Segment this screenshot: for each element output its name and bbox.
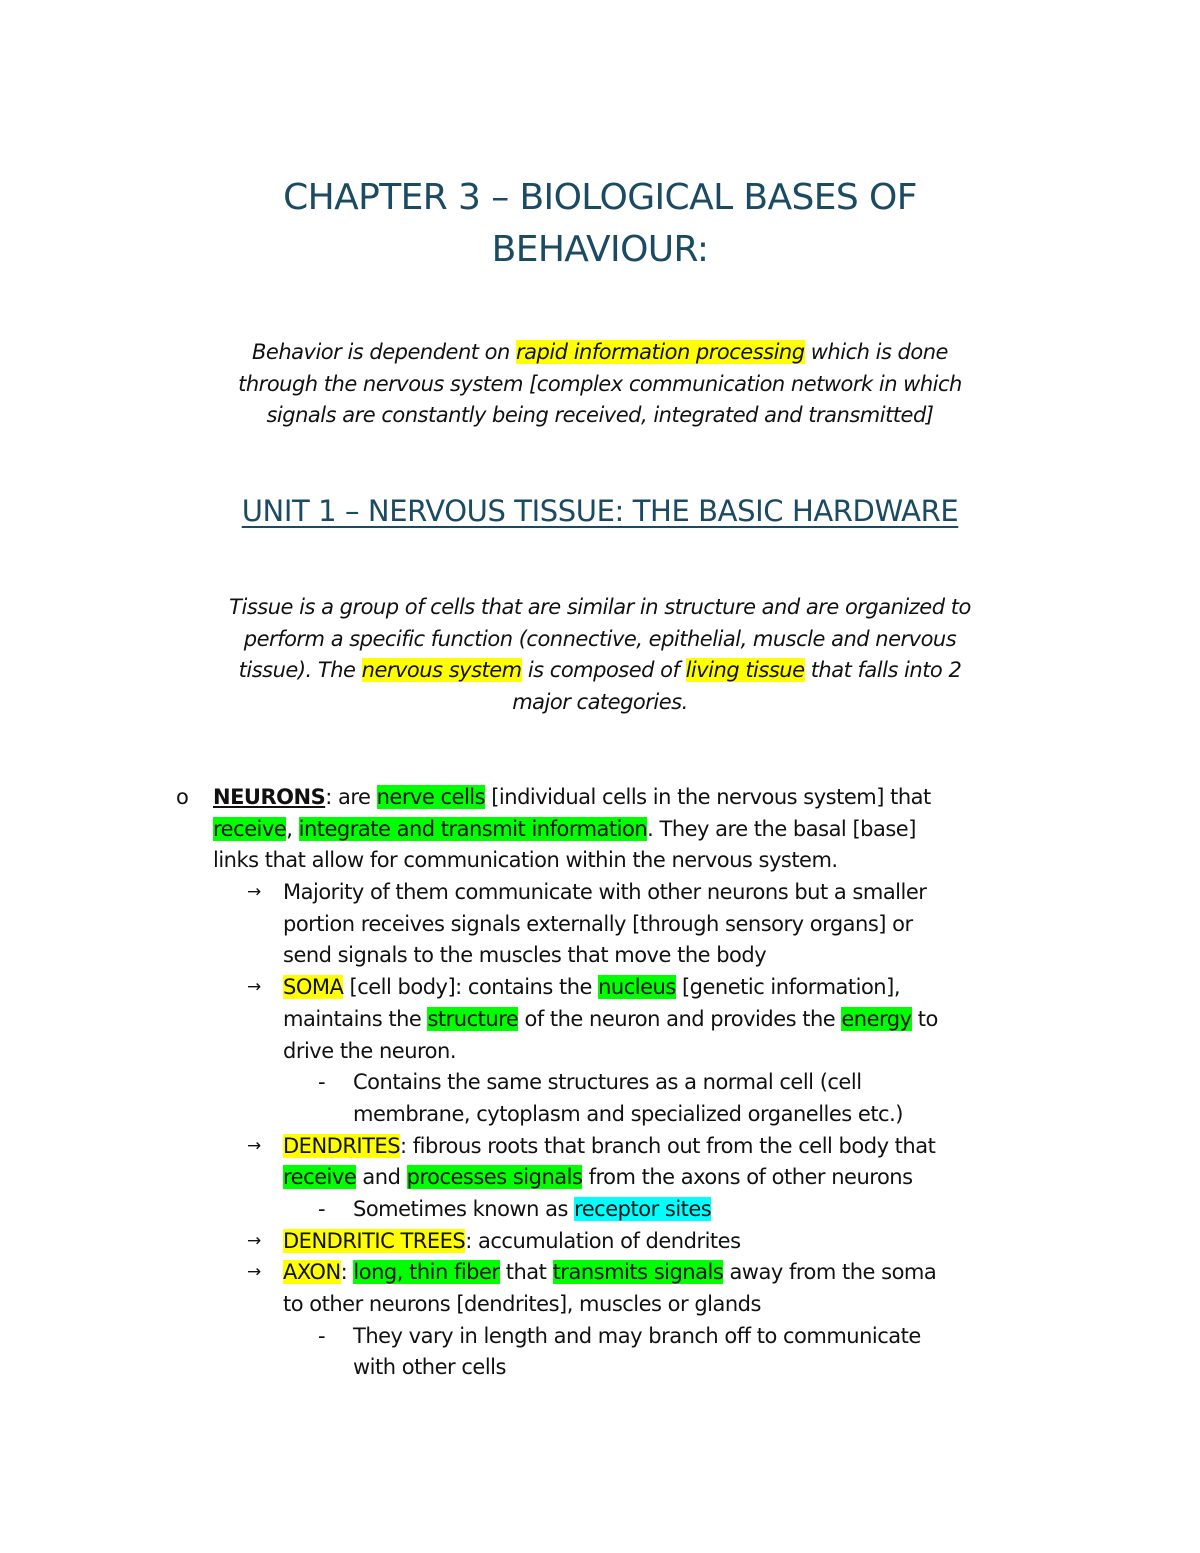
text-segment: . They are the basal [base] — [647, 816, 916, 841]
text-segment: Majority of them communicate with other neurons but a smaller — [283, 880, 927, 905]
list-item — [0, 1131, 1200, 1194]
text-segment: perform a specific function (connective, epithelial, muscle and nervous — [243, 626, 957, 651]
arrow-bullet-icon: → — [247, 1230, 261, 1251]
text-segment: drive the neuron. — [283, 1038, 457, 1063]
text-segment: membrane, cytoplasm and specialized organelles etc.) — [353, 1101, 903, 1126]
text-segment: Contains the same structures as a normal cell (cell — [353, 1070, 862, 1095]
text-line — [353, 1194, 1200, 1226]
dash-bullet-icon: - — [318, 1196, 326, 1221]
text-segment: from the axons of other neurons — [582, 1165, 913, 1190]
text-line — [283, 1004, 1200, 1036]
highlighted-text: nervous system — [361, 658, 522, 683]
intro-paragraph — [0, 336, 1200, 431]
text-segment: [cell body]: contains the — [343, 975, 599, 1000]
text-line — [283, 877, 1200, 909]
text-line — [213, 814, 1200, 846]
chapter-title — [0, 172, 1200, 276]
text-segment: through the nervous system [complex communication network in which — [238, 371, 962, 396]
text-segment: to other neurons [dendrites], muscles or glands — [283, 1292, 761, 1316]
text-line — [353, 1067, 1200, 1099]
text-segment: Sometimes known as — [353, 1196, 575, 1221]
text-line — [283, 1036, 1200, 1068]
list-item — [0, 1194, 1200, 1226]
unit-heading — [0, 494, 1200, 528]
text-segment: links that allow for communication within the nervous system. — [213, 848, 838, 873]
text-segment: that — [499, 1260, 553, 1285]
text-segment: with other cells — [353, 1355, 506, 1380]
text-line — [283, 1131, 1200, 1163]
highlighted-text: receive — [213, 816, 287, 841]
highlighted-text: nerve cells — [376, 785, 486, 809]
text-segment: major categories. — [512, 690, 688, 715]
text-segment: Tissue is a group of cells that are similar in structure and are organized to — [229, 595, 971, 619]
text-line — [283, 940, 1200, 972]
text-line — [353, 1352, 1200, 1384]
text-segment: They vary in length and may branch off to communicate — [353, 1323, 921, 1348]
highlighted-text: nucleus — [598, 975, 676, 1000]
text-line — [353, 1099, 1200, 1131]
arrow-bullet-icon: → — [247, 1135, 261, 1156]
tissue-paragraph — [0, 591, 1200, 718]
text-line — [0, 686, 1200, 718]
text-segment: tissue). The — [238, 658, 362, 683]
text-line — [213, 845, 1200, 877]
text-line — [283, 1257, 1200, 1289]
list-item — [0, 877, 1200, 972]
text-segment: is composed of — [521, 658, 686, 683]
highlighted-text: receive — [283, 1165, 357, 1190]
text-line — [0, 368, 1200, 400]
highlighted-text: integrate and transmit information — [298, 816, 648, 841]
title-line: BEHAVIOUR: — [491, 229, 709, 270]
highlighted-text: transmits signals — [552, 1260, 724, 1285]
list-item — [0, 1321, 1200, 1384]
text-line — [283, 909, 1200, 941]
text-line — [283, 1226, 1200, 1258]
text-segment: : — [340, 1260, 354, 1285]
neuron-list — [0, 782, 1200, 1384]
dash-bullet-icon: - — [318, 1323, 326, 1348]
highlighted-text: SOMA — [283, 975, 344, 1000]
text-segment: which is done — [804, 340, 948, 364]
arrow-bullet-icon: → — [247, 977, 261, 998]
text-line — [213, 782, 1200, 814]
list-item — [0, 1067, 1200, 1130]
highlighted-text: processes signals — [406, 1165, 583, 1190]
arrow-bullet-icon: → — [247, 882, 261, 903]
text-line — [353, 1321, 1200, 1353]
term-heading: NEURONS — [213, 785, 326, 809]
highlighted-text: DENDRITES — [283, 1133, 401, 1158]
text-segment: Behavior is dependent on — [252, 340, 517, 364]
text-segment: : accumulation of dendrites — [465, 1228, 741, 1253]
highlighted-text: structure — [427, 1006, 519, 1031]
text-segment: and — [356, 1165, 407, 1190]
text-line — [0, 591, 1200, 623]
text-segment: away from the soma — [723, 1260, 937, 1285]
highlighted-text: DENDRITIC TREES — [283, 1228, 466, 1253]
text-line — [283, 1162, 1200, 1194]
text-line — [0, 623, 1200, 655]
title-line: CHAPTER 3 – BIOLOGICAL BASES OF — [283, 177, 917, 218]
text-line — [0, 399, 1200, 431]
text-segment: maintains the — [283, 1006, 428, 1031]
arrow-bullet-icon: → — [247, 1262, 261, 1283]
text-segment: that falls into 2 — [804, 658, 962, 683]
text-segment: of the neuron and provides the — [518, 1006, 842, 1031]
text-segment: signals are constantly being received, integrated and transmitted] — [266, 403, 934, 428]
highlighted-text: receptor sites — [574, 1196, 712, 1221]
text-segment: [genetic information], — [675, 975, 900, 1000]
list-item — [0, 1257, 1200, 1320]
text-segment: send signals to the muscles that move the body — [283, 943, 767, 968]
text-segment: [individual cells in the nervous system] that — [485, 785, 931, 809]
dash-bullet-icon: - — [318, 1070, 326, 1095]
list-item — [0, 1226, 1200, 1258]
text-line — [283, 1289, 1200, 1321]
highlighted-text: AXON — [283, 1260, 341, 1285]
text-line — [0, 654, 1200, 686]
text-segment: , — [286, 816, 299, 841]
list-item — [0, 972, 1200, 1067]
text-segment: : fibrous roots that branch out from the cell body that — [400, 1133, 936, 1158]
highlighted-text: energy — [841, 1006, 912, 1031]
text-segment: to — [911, 1006, 938, 1031]
text-line — [283, 972, 1200, 1004]
highlighted-text: rapid information processing — [516, 340, 805, 364]
list-item — [0, 782, 1200, 877]
circle-bullet-icon: o — [176, 785, 189, 809]
unit-heading-text: UNIT 1 – NERVOUS TISSUE: THE BASIC HARDWARE — [241, 494, 959, 528]
highlighted-text: living tissue — [685, 658, 805, 683]
text-line — [0, 336, 1200, 368]
text-segment: : are — [325, 785, 377, 809]
text-segment: portion receives signals externally [through sensory organs] or — [283, 911, 913, 936]
highlighted-text: long, thin fiber — [353, 1260, 500, 1285]
